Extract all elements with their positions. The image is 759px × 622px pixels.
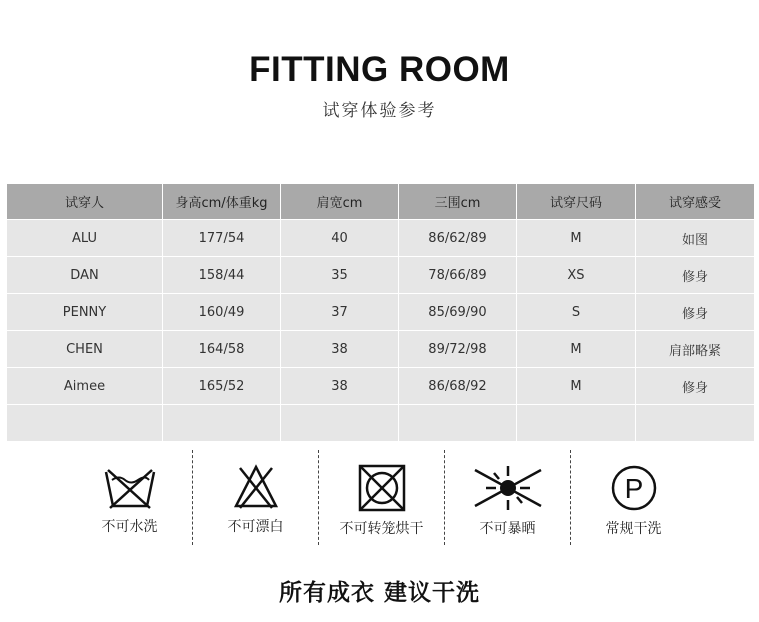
table-cell: Aimee: [7, 368, 163, 405]
table-cell: ALU: [7, 220, 163, 257]
table-cell: 38: [281, 331, 399, 368]
table-cell: [399, 405, 517, 442]
table-cell: [517, 405, 636, 442]
table-cell: M: [517, 368, 636, 405]
table-cell: XS: [517, 257, 636, 294]
table-cell: 修身: [636, 294, 755, 331]
table-cell: 肩部略紧: [636, 331, 755, 368]
column-header: 试穿感受: [636, 184, 755, 220]
table-row: [7, 220, 755, 257]
table-cell: 158/44: [163, 257, 281, 294]
table-cell: 85/69/90: [399, 294, 517, 331]
table-cell: 86/62/89: [399, 220, 517, 257]
care-item-no-bleach: [192, 450, 318, 545]
table-cell: 35: [281, 257, 399, 294]
column-header: 试穿尺码: [517, 184, 636, 220]
care-label: 不可暴晒: [479, 521, 536, 537]
table-cell: [7, 405, 163, 442]
table-cell: S: [517, 294, 636, 331]
care-label: 不可漂白: [227, 519, 284, 535]
table-cell: 37: [281, 294, 399, 331]
table-row: [7, 257, 755, 294]
table-cell: DAN: [7, 257, 163, 294]
table-cell: 修身: [636, 368, 755, 405]
table-cell: 修身: [636, 257, 755, 294]
table-cell: 165/52: [163, 368, 281, 405]
table-cell: 78/66/89: [399, 257, 517, 294]
no-water-wash-icon: [103, 464, 157, 510]
dry-clean-icon: [609, 464, 659, 512]
care-label: 不可转笼烘干: [339, 521, 424, 537]
table-cell: 如图: [636, 220, 755, 257]
care-label: 不可水洗: [101, 519, 158, 535]
table-cell: 160/49: [163, 294, 281, 331]
care-instructions: [67, 450, 696, 545]
table-row: [7, 294, 755, 331]
column-header: 试穿人: [7, 184, 163, 220]
table-cell: PENNY: [7, 294, 163, 331]
table-cell: [636, 405, 755, 442]
table-row: [7, 331, 755, 368]
table-cell: 40: [281, 220, 399, 257]
table-cell: 86/68/92: [399, 368, 517, 405]
table-row-empty: [7, 405, 755, 442]
table-cell: [163, 405, 281, 442]
table-cell: 164/58: [163, 331, 281, 368]
column-header: 身高cm/体重kg: [163, 184, 281, 220]
table-cell: M: [517, 331, 636, 368]
page-title: FITTING ROOM: [249, 50, 510, 89]
table-header-row: [7, 184, 755, 220]
care-label: 常规干洗: [605, 521, 662, 537]
care-item-no-tumble-dry: [318, 450, 444, 545]
table-cell: 177/54: [163, 220, 281, 257]
care-item-no-sun: [444, 450, 570, 545]
column-header: 肩宽cm: [281, 184, 399, 220]
fitting-table: [6, 183, 755, 442]
table-cell: CHEN: [7, 331, 163, 368]
table-cell: M: [517, 220, 636, 257]
care-item-no-wash: [67, 450, 192, 545]
page-subtitle: 试穿体验参考: [322, 101, 437, 121]
footer-note: 所有成衣 建议干洗: [278, 580, 480, 606]
no-sun-exposure-icon: [473, 464, 543, 512]
no-tumble-dry-icon: [357, 464, 407, 512]
no-bleach-icon: [232, 464, 280, 510]
table-cell: 38: [281, 368, 399, 405]
table-cell: [281, 405, 399, 442]
table-row: [7, 368, 755, 405]
table-cell: 89/72/98: [399, 331, 517, 368]
column-header: 三围cm: [399, 184, 517, 220]
svg-text:P: P: [624, 473, 643, 504]
care-item-dry-clean: [570, 450, 696, 545]
